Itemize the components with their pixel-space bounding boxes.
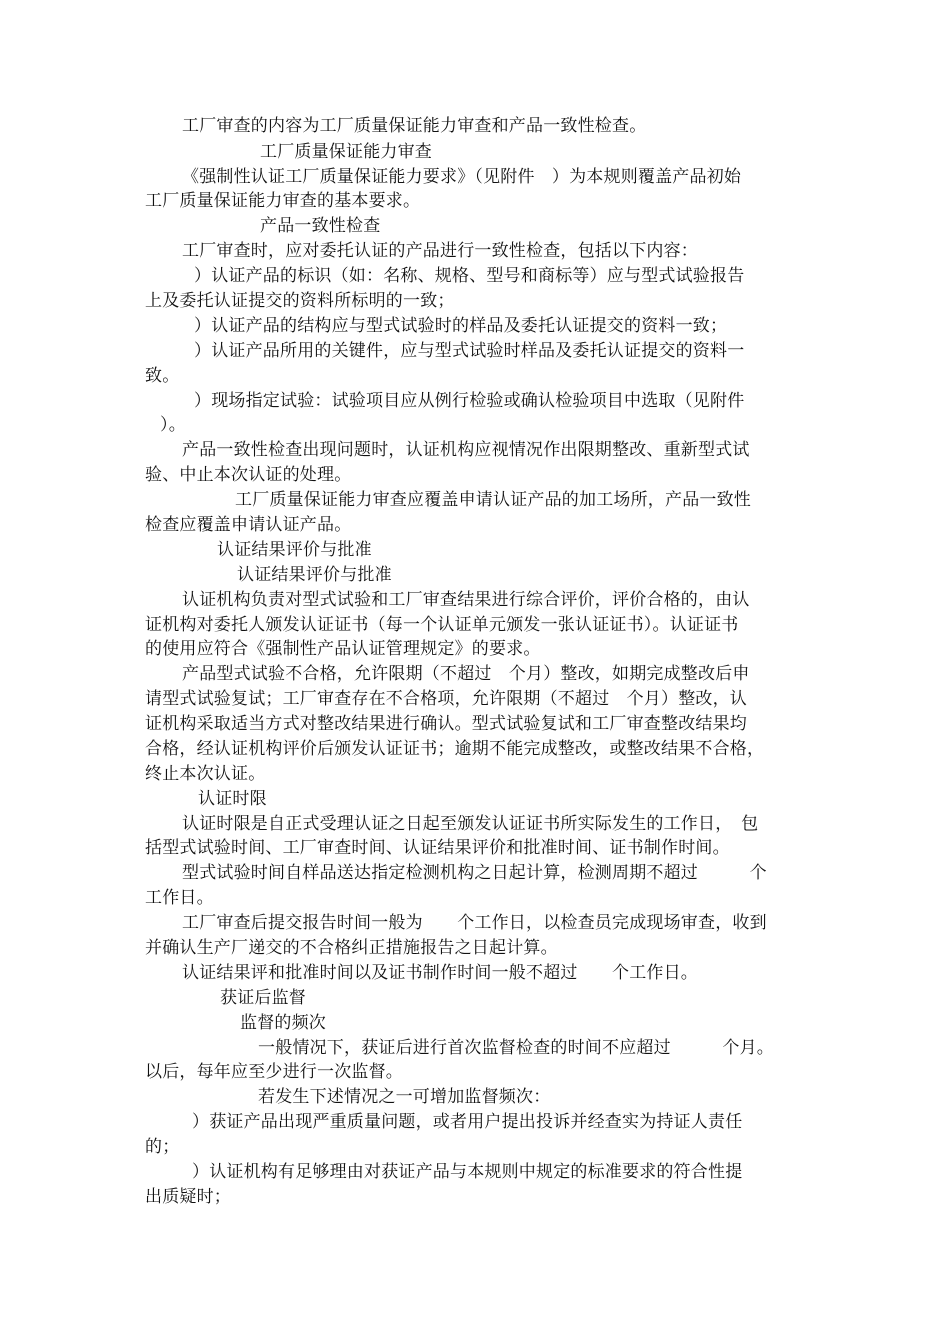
- text-line: 产品型式试验不合格，允许限期（不超过 个月）整改，如期完成整改后申: [182, 664, 750, 684]
- text-line: 认证时限是自正式受理认证之日起至颁发认证证书所实际发生的工作日， 包: [182, 814, 759, 834]
- section-heading: 获证后监督: [220, 988, 306, 1008]
- text-line: 工厂审查后提交报告时间一般为 个工作日，以检查员完成现场审查，收到: [182, 913, 767, 933]
- text-line: 的；: [145, 1137, 180, 1157]
- text-line: 上及委托认证提交的资料所标明的一致；: [145, 291, 455, 311]
- text-line: 工厂审查的内容为工厂质量保证能力审查和产品一致性检查。: [182, 116, 647, 136]
- list-item: ）认证产品的标识（如：名称、规格、型号和商标等）应与型式试验报告: [194, 266, 745, 286]
- text-line: 产品一致性检查出现问题时，认证机构应视情况作出限期整改、重新型式试: [182, 440, 750, 460]
- section-heading: 认证时限: [198, 789, 267, 809]
- text-line: 的使用应符合《强制性产品认证管理规定》的要求。: [145, 639, 541, 659]
- section-heading: 产品一致性检查: [260, 216, 381, 236]
- text-line: 检查应覆盖申请认证产品。: [145, 515, 352, 535]
- text-line: 以后，每年应至少进行一次监督。: [145, 1062, 403, 1082]
- text-line: 型式试验时间自样品送达指定检测机构之日起计算，检测周期不超过 个: [182, 863, 767, 883]
- text-line: 一般情况下，获证后进行首次监督检查的时间不应超过 个月。: [258, 1038, 774, 1058]
- section-heading: 认证结果评价与批准: [237, 565, 392, 585]
- text-line: 若发生下述情况之一可增加监督频次：: [258, 1087, 551, 1107]
- text-line: 出质疑时；: [145, 1187, 231, 1207]
- text-line: 工厂审查时，应对委托认证的产品进行一致性检查，包括以下内容：: [182, 241, 698, 261]
- text-line: 工厂质量保证能力审查的基本要求。: [145, 191, 421, 211]
- section-heading: 监督的频次: [240, 1013, 326, 1033]
- text-line: 工厂质量保证能力审查应覆盖申请认证产品的加工场所，产品一致性: [235, 490, 751, 510]
- list-item: ）现场指定试验：试验项目应从例行检验或确认检验项目中选取（见附件: [194, 391, 745, 411]
- text-line: 并确认生产厂递交的不合格纠正措施报告之日起计算。: [145, 938, 558, 958]
- section-heading: 认证结果评价与批准: [217, 540, 372, 560]
- list-item: ）认证产品的结构应与型式试验时的样品及委托认证提交的资料一致；: [194, 316, 728, 336]
- text-line: 《强制性认证工厂质量保证能力要求》（见附件 ）为本规则覆盖产品初始: [182, 167, 742, 187]
- text-line: ）。: [160, 415, 186, 435]
- text-line: 终止本次认证。: [145, 764, 266, 784]
- text-line: 致。: [145, 366, 180, 386]
- text-line: 证机构对委托人颁发认证证书（每一个认证单元颁发一张认证证书）。认证证书: [145, 615, 739, 635]
- text-line: 认证结果评和批准时间以及证书制作时间一般不超过 个工作日。: [182, 963, 698, 983]
- text-line: 验、中止本次认证的处理。: [145, 465, 352, 485]
- section-heading: 工厂质量保证能力审查: [260, 142, 432, 162]
- text-line: 证机构采取适当方式对整改结果进行确认。型式试验复试和工厂审查整改结果均: [145, 714, 747, 734]
- list-item: ）获证产品出现严重质量问题，或者用户提出投诉并经查实为持证人责任: [192, 1112, 743, 1132]
- text-line: 合格，经认证机构评价后颁发认证证书；逾期不能完成整改，或整改结果不合格，: [145, 739, 765, 759]
- list-item: ）认证机构有足够理由对获证产品与本规则中规定的标准要求的符合性提: [192, 1162, 743, 1182]
- text-line: 请型式试验复试；工厂审查存在不合格项，允许限期（不超过 个月）整改，认: [145, 689, 747, 709]
- text-line: 认证机构负责对型式试验和工厂审查结果进行综合评价，评价合格的，由认: [182, 590, 750, 610]
- text-line: 括型式试验时间、工厂审查时间、认证结果评价和批准时间、证书制作时间。: [145, 838, 730, 858]
- text-line: 工作日。: [145, 888, 214, 908]
- list-item: ）认证产品所用的关键件，应与型式试验时样品及委托认证提交的资料一: [194, 341, 745, 361]
